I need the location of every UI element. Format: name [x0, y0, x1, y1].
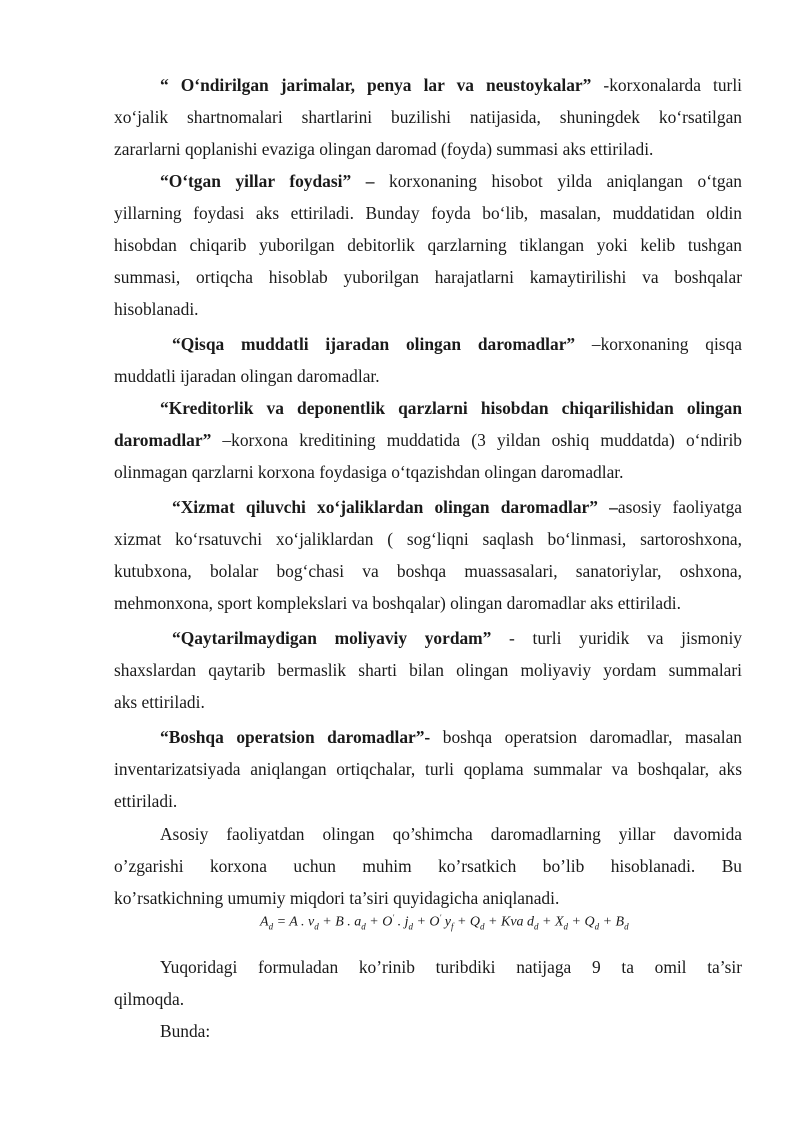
paragraph-past-profit-line-4: summasi, ortiqcha hisoblab yuborilgan harajatlarni kamaytirilishi va boshqalar	[114, 267, 742, 287]
paragraph-lease-line-2: muddatli ijaradan olingan daromadlar.	[114, 366, 380, 386]
formula-sub: d	[314, 921, 319, 932]
text-span: korxonaning hisobot yilda aniqlangan o‘tgan	[374, 171, 742, 191]
paragraph-past-profit-line-5: hisoblanadi.	[114, 299, 199, 319]
term-lease: “Qisqa muddatli ijaradan olingan daromadlar”	[172, 334, 576, 354]
formula-sup: '	[392, 913, 395, 922]
paragraph-creditor-line-3: olinmagan qarzlarni korxona foydasiga o‘tqazishdan olingan daromadlar.	[114, 462, 624, 482]
formula-sub: d	[563, 921, 569, 932]
formula-sub: d	[534, 921, 539, 932]
text-span: -korxonalarda turli	[591, 75, 742, 95]
formula-sub: d	[268, 921, 274, 932]
paragraph-past-profit-line-2: yillarning foydasi aks ettiriladi. Bunday foyda bo‘lib, masalan, muddatidan oldin	[114, 203, 742, 223]
formula	[260, 913, 629, 939]
term-past-profit: “O‘tgan yillar foydasi” –	[160, 171, 375, 191]
term-aid: “Qaytarilmaydigan moliyaviy yordam”	[172, 628, 492, 648]
paragraph-service-line-3: kutubxona, bolalar bog‘chasi va boshqa muassasalari, sanatoriylar, oshxona,	[114, 561, 742, 581]
formula-term: + Q	[453, 914, 481, 930]
paragraph-service-line-2: xizmat ko‘rsatuvchi xo‘jaliklardan ( sog‘liqni saqlash bo‘linmasi, sartoroshxona,	[114, 529, 742, 549]
formula-term: + Q	[568, 914, 595, 930]
formula-term: + X	[538, 914, 564, 930]
formula-sub: d	[480, 921, 485, 932]
paragraph-result-line-1: Yuqoridagi formuladan ko’rinib turibdiki natijaga 9 ta omil ta’sir	[160, 957, 742, 977]
term-creditor-cont: daromadlar”	[114, 430, 212, 450]
paragraph-past-profit-line-3: hisobdan chiqarib yuborilgan debitorlik qarzlarning tiklangan yoki kelib tushgan	[114, 235, 742, 255]
term-other: “Boshqa operatsion daromadlar”-	[160, 727, 431, 747]
formula-term: + B	[599, 914, 625, 930]
text-span: –korxona kreditining muddatida (3 yildan oshiq muddatda) o‘ndirib	[211, 430, 742, 450]
text-span: - turli yuridik va jismoniy	[491, 628, 742, 648]
paragraph-main-activity-line-2: o’zgarishi korxona uchun muhim ko’rsatkich bo’lib hisoblanadi. Bu	[114, 856, 742, 876]
paragraph-result-line-2: qilmoqda.	[114, 989, 185, 1009]
paragraph-bunda: Bunda:	[160, 1021, 211, 1041]
formula-term: + B . a	[318, 914, 362, 930]
term-creditor: “Kreditorlik va deponentlik qarzlarni hisobdan chiqarilishidan olingan	[160, 398, 742, 418]
term-fines: “ O‘ndirilgan jarimalar, penya lar va neustoykalar”	[160, 75, 592, 95]
paragraph-creditor-line-1	[160, 393, 742, 423]
formula-sub: d	[624, 921, 629, 932]
formula-term: A	[260, 914, 269, 930]
formula-term: + Kva d	[484, 914, 535, 930]
paragraph-other-line-2: inventarizatsiyada aniqlangan ortiqchalar, turli qoplama summalar va boshqalar, aks	[114, 759, 742, 779]
paragraph-main-activity-line-1: Asosiy faoliyatdan olingan qo’shimcha daromadlarning yillar davomida	[160, 824, 742, 844]
paragraph-creditor-line-2	[114, 425, 742, 455]
formula-sub: d	[361, 921, 366, 932]
paragraph-other-line-1	[160, 722, 742, 752]
paragraph-aid-line-1	[172, 623, 742, 653]
formula-term: y	[441, 914, 451, 930]
paragraph-aid-line-2: shaxslardan qaytarib bermaslik sharti bilan olingan moliyaviy yordam summalari	[114, 660, 742, 680]
paragraph-lease-line-1	[172, 329, 742, 359]
text-span: –korxonaning qisqa	[575, 334, 742, 354]
formula-sub: d	[594, 921, 600, 932]
formula-term: = A . v	[273, 914, 315, 930]
formula-term: . j	[394, 914, 409, 930]
paragraph-aid-line-3: aks ettiriladi.	[114, 692, 205, 712]
paragraph-fines-line-1	[160, 70, 742, 100]
paragraph-service-line-4: mehmonxona, sport komplekslari va boshqalar) olingan daromadlar aks ettiriladi.	[114, 593, 681, 613]
paragraph-past-profit-line-1	[160, 166, 742, 196]
text-span: boshqa operatsion daromadlar, masalan	[430, 727, 742, 747]
text-span: asosiy faoliyatga	[617, 497, 742, 517]
paragraph-main-activity-line-3: ko’rsatkichning umumiy miqdori ta’siri quyidagicha aniqlanadi.	[114, 888, 560, 908]
paragraph-fines-line-3: zararlarni qoplanishi evaziga olingan daromad (foyda) summasi aks ettiriladi.	[114, 139, 654, 159]
formula-sub: f	[450, 921, 454, 932]
formula-sub: d	[408, 921, 413, 932]
paragraph-service-line-1	[172, 492, 742, 522]
formula-sup: '	[439, 913, 442, 922]
paragraph-other-line-3: ettiriladi.	[114, 791, 178, 811]
paragraph-fines-line-2: xo‘jalik shartnomalari shartlarini buzilishi natijasida, shuningdek ko‘rsatilgan	[114, 107, 742, 127]
formula-term: + O	[412, 914, 440, 930]
term-service: “Xizmat qiluvchi xo‘jaliklardan olingan daromadlar” –	[172, 497, 618, 517]
formula-term: + O	[365, 914, 393, 930]
